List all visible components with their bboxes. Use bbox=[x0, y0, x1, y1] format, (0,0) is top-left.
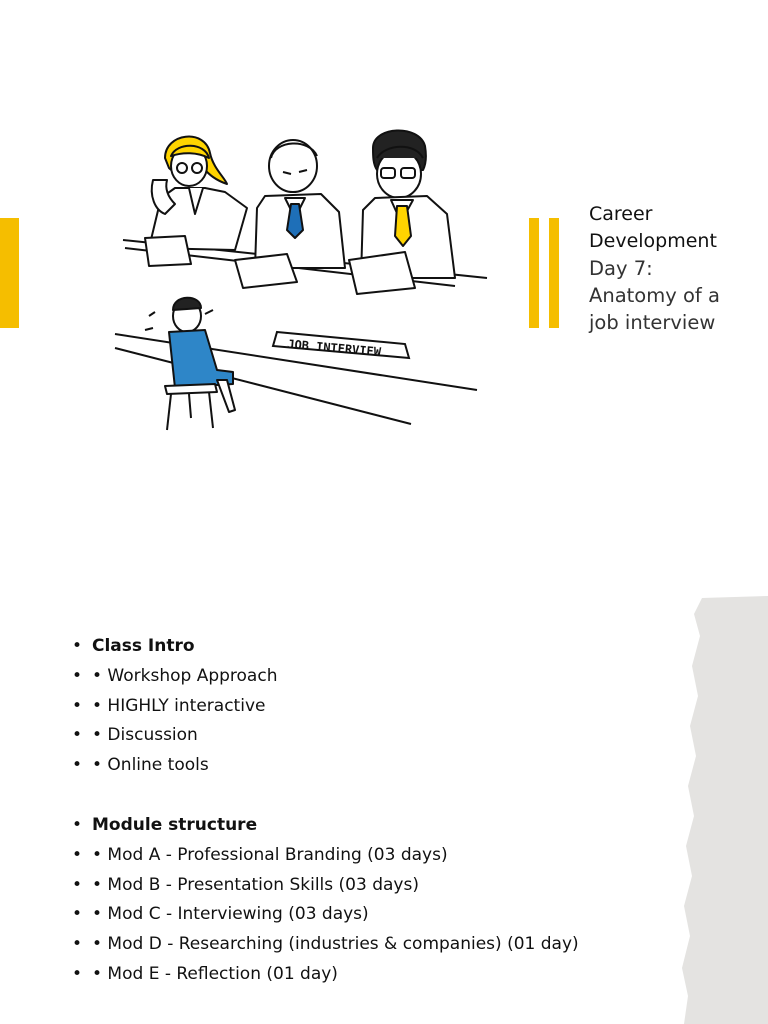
candidate bbox=[145, 298, 235, 430]
bullet-glyph: • bbox=[72, 904, 83, 925]
sign-label: JOB INTERVIEW bbox=[286, 337, 382, 360]
notes-item: • • Mod C - Interviewing (03 days) bbox=[72, 900, 672, 930]
notes-item: • • Mod E - Reflection (01 day) bbox=[72, 960, 672, 990]
accent-bar-left bbox=[0, 218, 19, 328]
notes-item: • • Mod D - Researching (industries & companies) (01 day) bbox=[72, 930, 672, 960]
slide-title-line-2: Development bbox=[589, 230, 717, 252]
slide-subtitle-line-3: job interview bbox=[589, 311, 716, 334]
accent-bar-title-a bbox=[529, 218, 539, 328]
job-interview-sign bbox=[273, 332, 409, 359]
bullet-glyph: • bbox=[72, 934, 83, 955]
slide-title-block bbox=[589, 201, 759, 336]
bullet-glyph: • bbox=[72, 695, 83, 716]
notes-item: • • HIGHLY interactive bbox=[72, 692, 672, 722]
accent-bar-title-b bbox=[549, 218, 559, 328]
notes-item: • • Mod B - Presentation Skills (03 days) bbox=[72, 871, 672, 901]
interviewer-old-man bbox=[235, 140, 345, 288]
bullet-glyph: • bbox=[72, 636, 83, 656]
job-interview-illustration bbox=[105, 118, 495, 438]
slide-subtitle-line-1: Day 7: bbox=[589, 257, 653, 280]
slide-title-line-1: Career bbox=[589, 203, 653, 225]
bullet-glyph: • bbox=[72, 814, 83, 835]
notes-heading-class-intro: • Class Intro bbox=[72, 632, 672, 662]
notes-item: • • Mod A - Professional Branding (03 days) bbox=[72, 841, 672, 871]
notes-item: • • Workshop Approach bbox=[72, 662, 672, 692]
notes-spacer bbox=[72, 781, 672, 811]
torn-paper-shape bbox=[682, 596, 768, 1024]
interviewer-man bbox=[349, 130, 455, 294]
slide-subtitle-line-2: Anatomy of a bbox=[589, 284, 720, 307]
torn-paper-decoration bbox=[680, 596, 768, 1024]
notes-item: • • Online tools bbox=[72, 751, 672, 781]
notes-heading-module-structure: • Module structure bbox=[72, 811, 672, 841]
notes-item: • • Discussion bbox=[72, 721, 672, 751]
bullet-glyph: • bbox=[72, 755, 83, 776]
interviewer-woman bbox=[145, 137, 247, 266]
bullet-glyph: • bbox=[72, 963, 83, 984]
bullet-glyph: • bbox=[72, 874, 83, 895]
bullet-glyph: • bbox=[72, 665, 83, 686]
bullet-glyph: • bbox=[72, 725, 83, 746]
bullet-glyph: • bbox=[72, 844, 83, 865]
speaker-notes bbox=[72, 632, 672, 990]
